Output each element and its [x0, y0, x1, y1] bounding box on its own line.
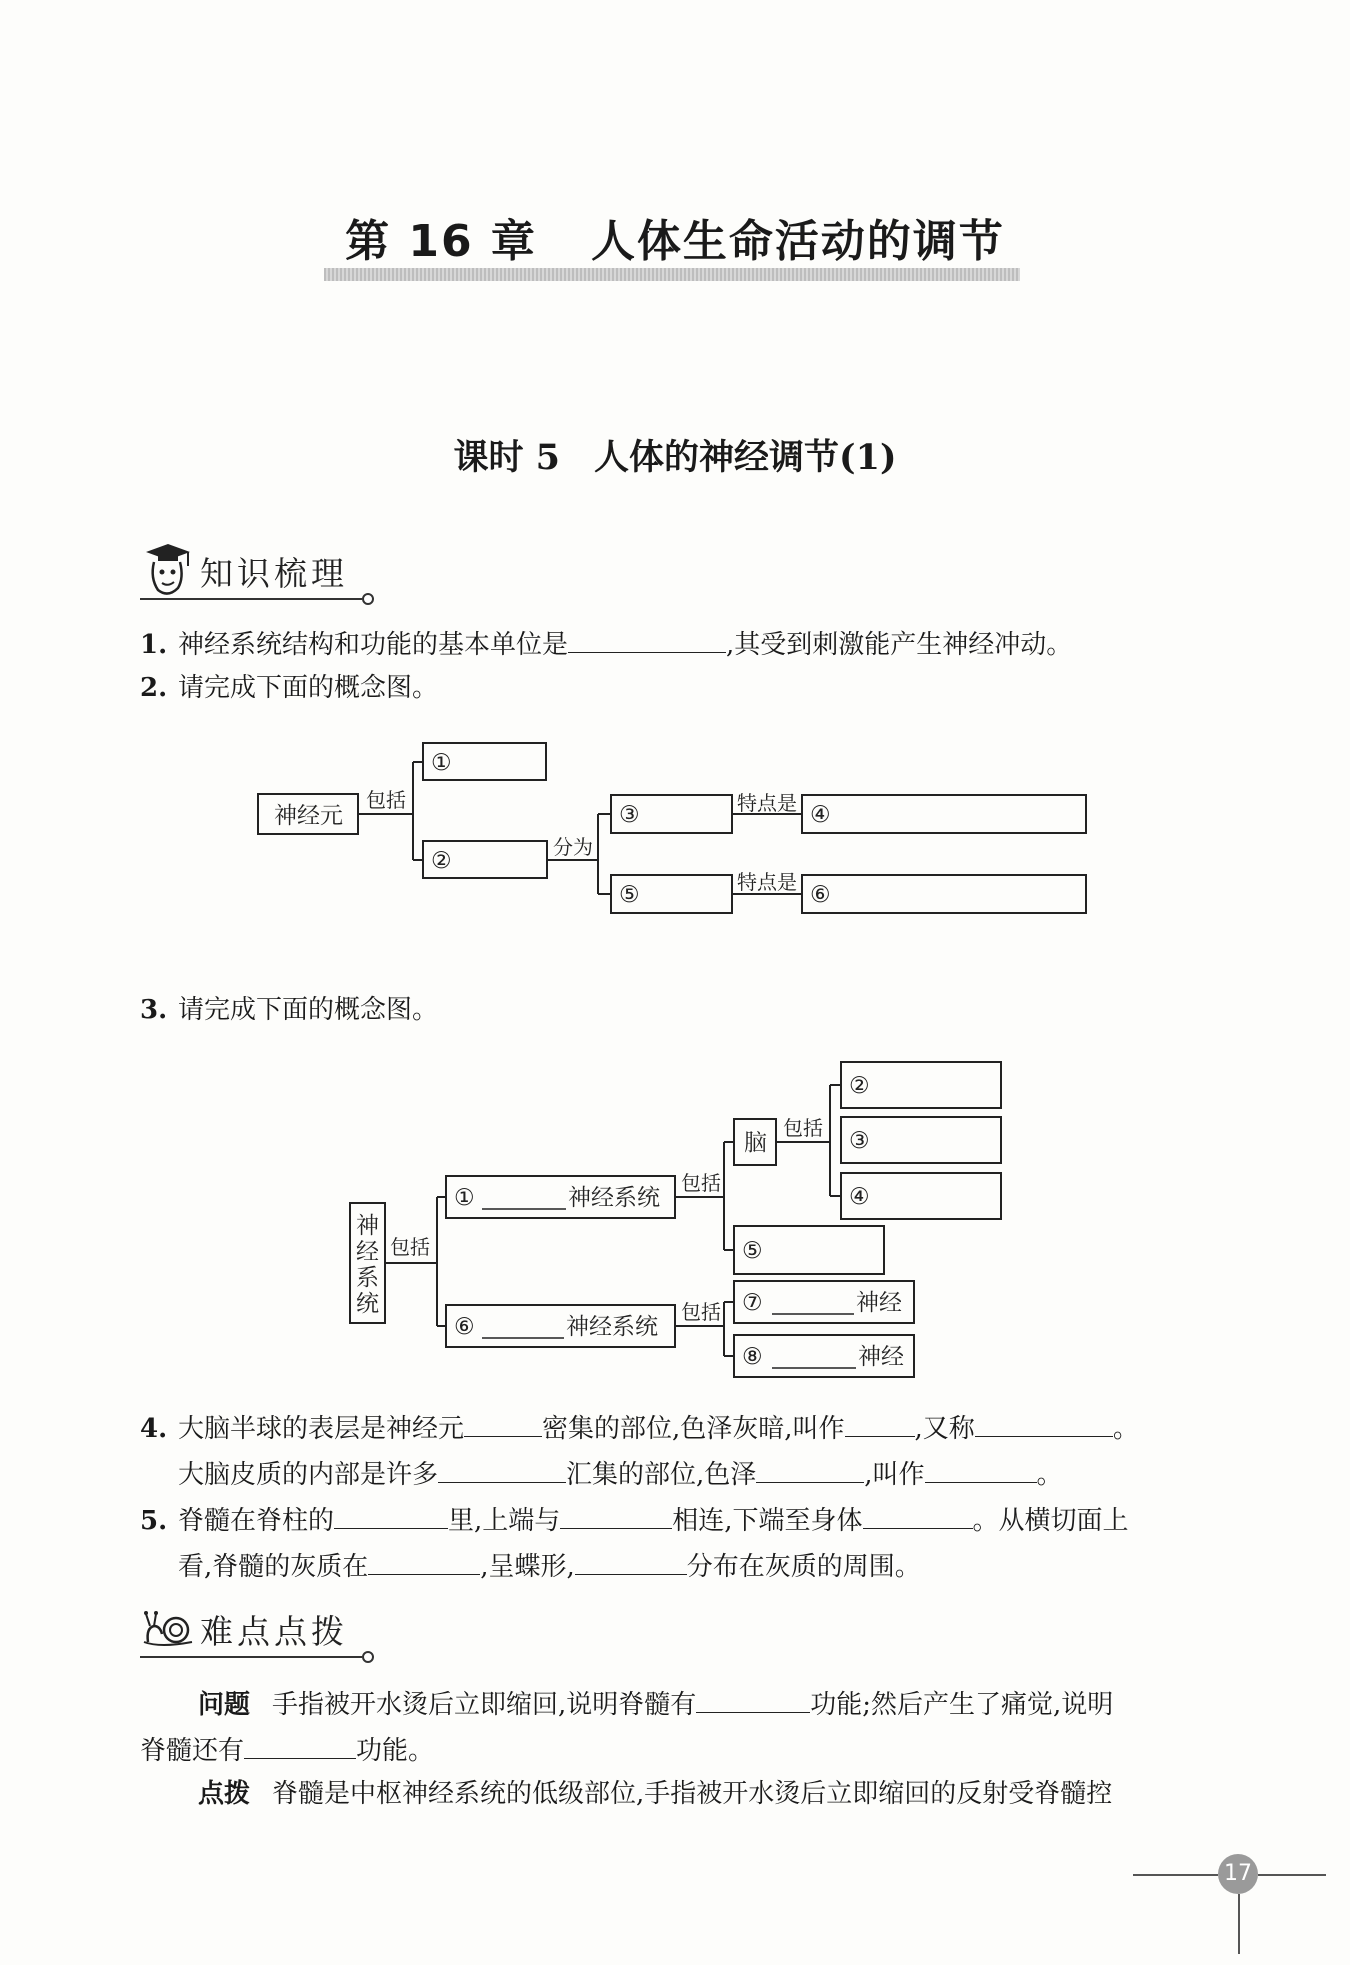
- question-text: 汇集的部位,色泽: [566, 1460, 757, 1490]
- question-text: 相连,下端至身体: [672, 1506, 863, 1536]
- problem-label: 问题: [198, 1690, 251, 1720]
- question-text: 请完成下面的概念图。: [178, 995, 439, 1025]
- question-text: ,其受到刺激能产生神经冲动。: [726, 630, 1073, 660]
- divide-label: 分为: [553, 835, 593, 859]
- section-difficulty-heading: [140, 1598, 380, 1658]
- question-text: 脊髓在脊柱的: [178, 1506, 335, 1536]
- circled-number: ⑥: [454, 1314, 475, 1340]
- question-text: 。: [1036, 1460, 1063, 1490]
- circled-number: ①: [454, 1185, 475, 1211]
- nerve-label: 神经: [856, 1290, 902, 1316]
- question-text: 密集的部位,色泽灰暗,叫作: [542, 1414, 845, 1444]
- hint-text: 脊髓是中枢神经系统的低级部位,手指被开水烫后立即缩回的反射受脊髓控: [272, 1779, 1113, 1809]
- include-label: 包括: [681, 1171, 721, 1195]
- problem-text: 功能;然后产生了痛觉,说明: [810, 1690, 1114, 1720]
- root-char: 系: [356, 1265, 379, 1291]
- question-4-line-2: [178, 1456, 1063, 1491]
- answer-blank[interactable]: [845, 1410, 915, 1437]
- circled-number: ④: [849, 1184, 870, 1210]
- root-char: 经: [356, 1239, 379, 1265]
- question-number: 5.: [140, 1506, 168, 1536]
- answer-blank[interactable]: [334, 1502, 448, 1529]
- problem-paragraph: [198, 1686, 1113, 1721]
- include-label: 包括: [366, 788, 406, 812]
- question-text: 分布在灰质的周围。: [686, 1552, 921, 1582]
- question-number: 1.: [140, 630, 168, 660]
- include-label: 包括: [390, 1235, 430, 1259]
- hint-paragraph: [198, 1778, 1112, 1810]
- snail-icon: [140, 1598, 200, 1658]
- question-5: [140, 1502, 1129, 1537]
- question-text: 。: [1112, 1414, 1139, 1444]
- include-label: 包括: [783, 1116, 823, 1140]
- section-knowledge-title: 知识梳理: [200, 554, 348, 593]
- circled-number: ③: [849, 1128, 870, 1154]
- question-text: 。从横切面上: [972, 1506, 1129, 1536]
- problem-text: 功能。: [356, 1736, 435, 1766]
- answer-blank[interactable]: [575, 1548, 687, 1575]
- circled-number: ①: [431, 750, 452, 776]
- feature-label: 特点是: [737, 870, 797, 894]
- include-label: 包括: [681, 1300, 721, 1324]
- circled-number: ⑦: [742, 1290, 763, 1316]
- root-char: 统: [356, 1291, 379, 1317]
- circled-number: ⑧: [742, 1344, 763, 1370]
- question-text: 看,脊髓的灰质在: [178, 1552, 369, 1582]
- page-number-rule: [1133, 1874, 1218, 1876]
- question-text: ,呈蝶形,: [480, 1552, 575, 1582]
- question-5-line-2: [178, 1548, 921, 1583]
- question-number: 4.: [140, 1414, 168, 1444]
- answer-blank[interactable]: [464, 1410, 542, 1437]
- question-number: 3.: [140, 995, 168, 1025]
- answer-blank[interactable]: [696, 1686, 810, 1713]
- nervous-system-label: 神经系统: [566, 1314, 658, 1340]
- page-number: 17: [1218, 1854, 1258, 1894]
- question-text: 大脑皮质的内部是许多: [178, 1460, 439, 1490]
- answer-blank[interactable]: [560, 1502, 672, 1529]
- lesson-name: 人体的神经调节(1): [594, 437, 897, 478]
- chapter-number: 第 16 章: [345, 216, 537, 267]
- nerve-label: 神经: [858, 1344, 904, 1370]
- circled-number: ⑤: [619, 882, 640, 908]
- answer-blank[interactable]: [756, 1456, 864, 1483]
- problem-text: 手指被开水烫后立即缩回,说明脊髓有: [272, 1690, 697, 1720]
- page-number-rule: [1258, 1874, 1326, 1876]
- question-text: ,又称: [914, 1414, 975, 1444]
- question-text: 里,上端与: [448, 1506, 561, 1536]
- problem-text: 脊髓还有: [140, 1736, 245, 1766]
- answer-blank[interactable]: [438, 1456, 566, 1483]
- neuron-root-label: 神经元: [274, 803, 343, 829]
- circled-number: ②: [431, 848, 452, 874]
- circled-number: ④: [810, 802, 831, 828]
- circled-number: ⑤: [742, 1238, 763, 1264]
- answer-blank[interactable]: [368, 1548, 480, 1575]
- heading-rule-dot: [362, 1651, 374, 1663]
- feature-label: 特点是: [737, 791, 797, 815]
- answer-blank[interactable]: [863, 1502, 973, 1529]
- question-4: [140, 1410, 1139, 1445]
- circled-number: ⑥: [810, 882, 831, 908]
- hint-label: 点拨: [198, 1779, 251, 1809]
- brain-label: 脑: [744, 1130, 767, 1156]
- nervous-system-label: 神经系统: [568, 1185, 660, 1211]
- question-text: 大脑半球的表层是神经元: [178, 1414, 465, 1444]
- section-difficulty-title: 难点点拨: [200, 1612, 348, 1651]
- problem-line-2: [140, 1732, 434, 1767]
- question-text: ,叫作: [864, 1460, 925, 1490]
- answer-blank[interactable]: [925, 1456, 1037, 1483]
- circled-number: ②: [849, 1073, 870, 1099]
- chapter-name: 人体生命活动的调节: [590, 216, 1005, 267]
- circled-number: ③: [619, 802, 640, 828]
- root-char: 神: [356, 1213, 379, 1239]
- question-number: 2.: [140, 673, 168, 703]
- question-text: 请完成下面的概念图。: [178, 673, 439, 703]
- question-text: 神经系统结构和功能的基本单位是: [178, 630, 569, 660]
- answer-blank[interactable]: [244, 1732, 356, 1759]
- answer-blank[interactable]: [975, 1410, 1113, 1437]
- lesson-number: 课时 5: [453, 437, 561, 478]
- page-number-rule: [1238, 1894, 1240, 1954]
- heading-rule: [140, 1656, 362, 1658]
